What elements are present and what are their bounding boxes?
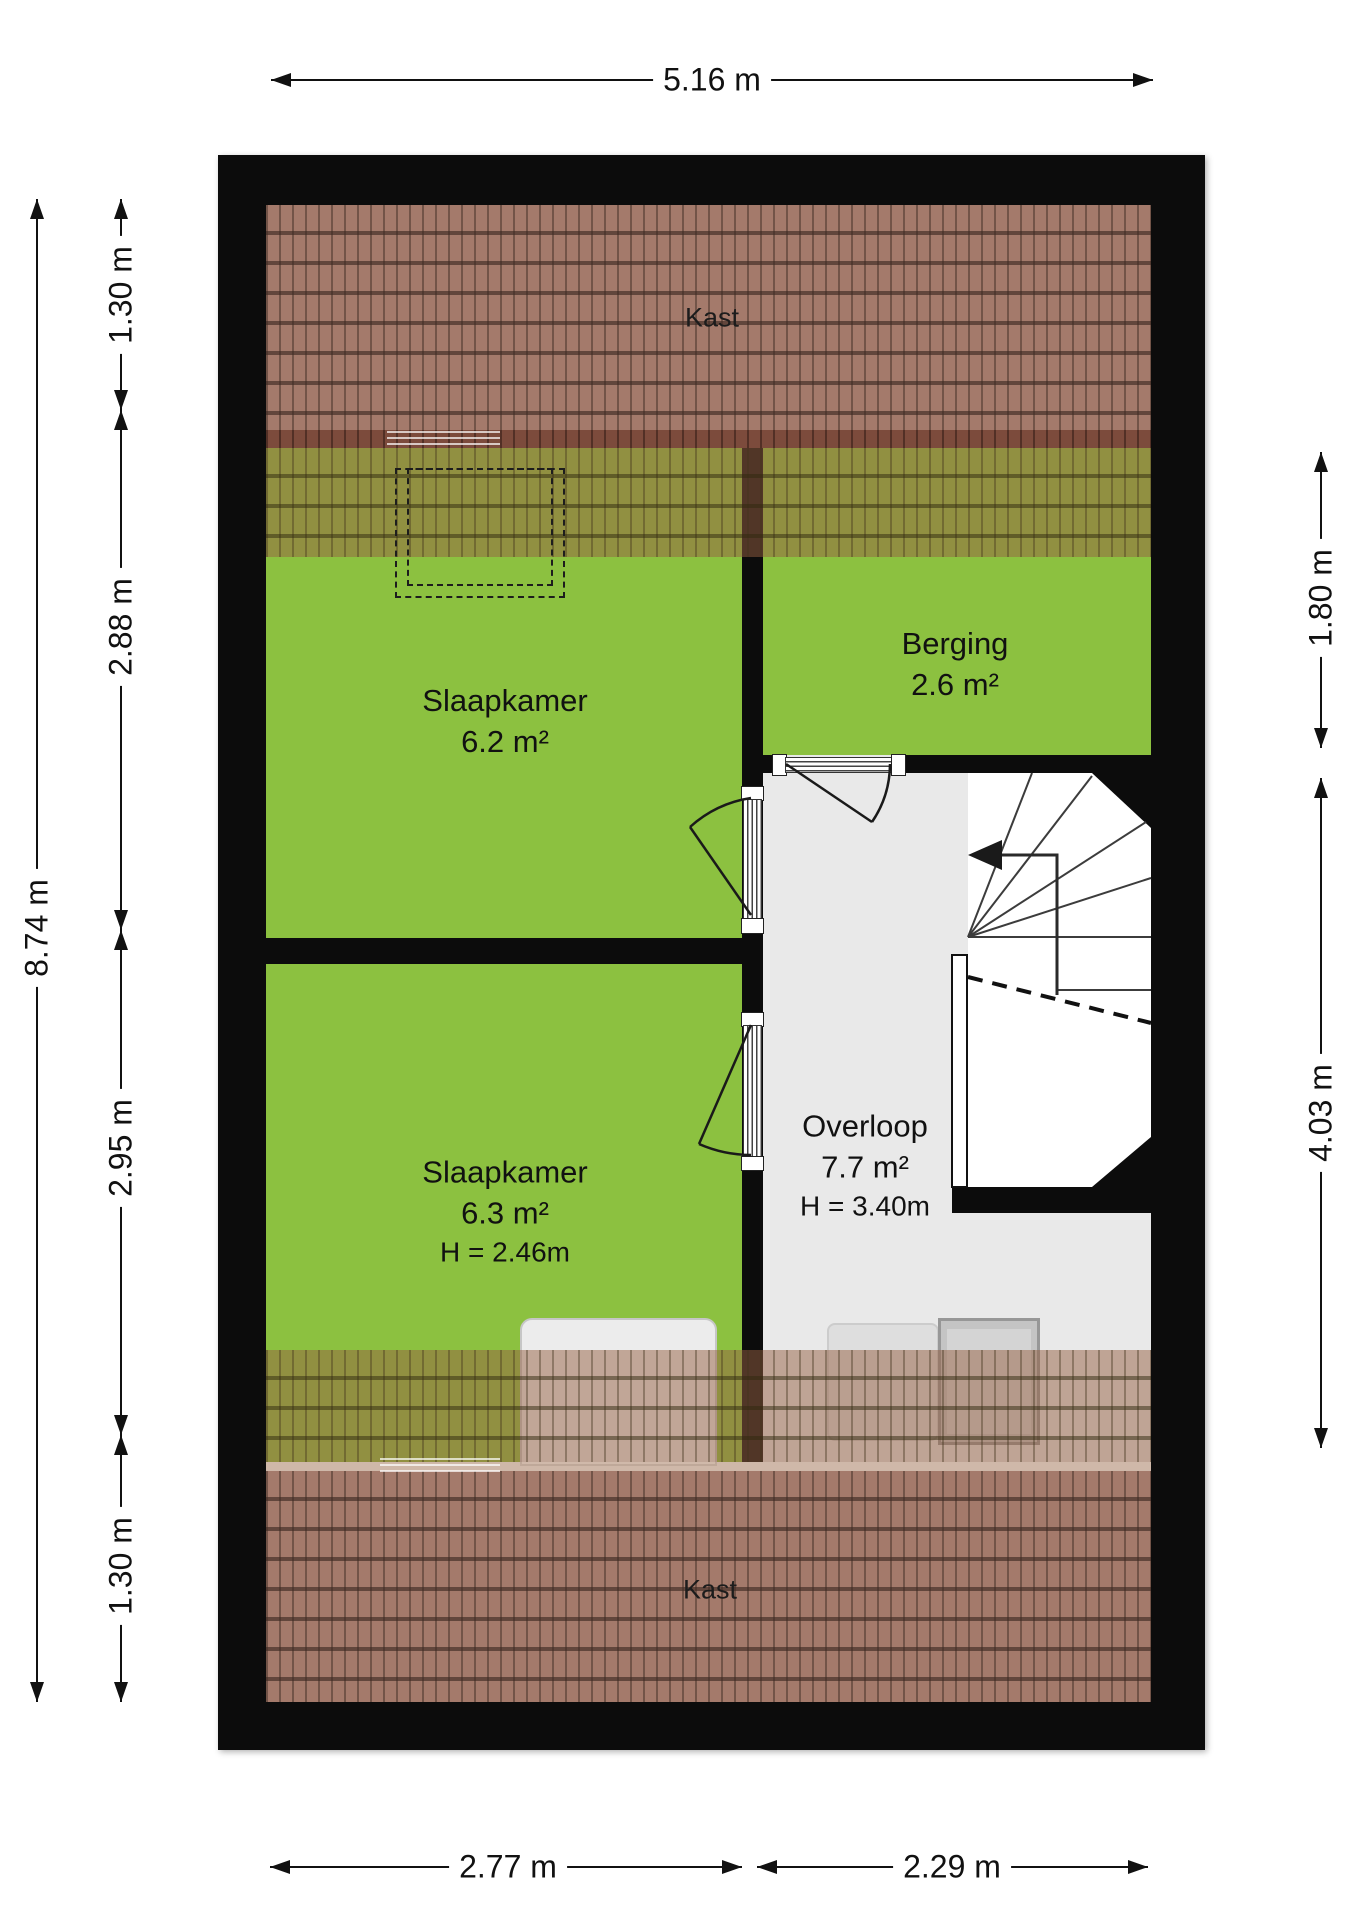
dim-bottom-1-arrow-right — [722, 1860, 742, 1874]
stair-railing — [952, 955, 967, 1187]
dim-top-arrow-right — [1133, 73, 1153, 87]
dim-right-2-label: 4.03 m — [1301, 1054, 1342, 1172]
label-kast-top: Kast — [684, 302, 740, 333]
room-area: 7.7 m² — [821, 1149, 909, 1185]
dim-left-1-label: 1.30 m — [101, 236, 142, 354]
dim-left-1-arrow-top — [114, 199, 128, 219]
dim-left-outer-label: 8.74 m — [17, 869, 58, 987]
dim-left-2-arrow-top — [114, 410, 128, 430]
door-berging-swing — [872, 764, 890, 822]
dim-left-2-arrow-bottom — [114, 910, 128, 930]
dim-bottom-2-label: 2.29 m — [893, 1847, 1011, 1888]
dim-left-2-label: 2.88 m — [101, 568, 142, 686]
wall-bevel-top-right — [1092, 773, 1151, 828]
room-name: Slaapkamer — [422, 1154, 588, 1190]
dim-left-4-arrow-bottom — [114, 1682, 128, 1702]
dim-left-3-label: 2.95 m — [101, 1089, 142, 1207]
dim-bottom-2-arrow-right — [1128, 1860, 1148, 1874]
label-berging — [902, 624, 1009, 706]
dim-left-3-arrow-top — [114, 930, 128, 950]
stair-treads — [968, 773, 1151, 990]
door-slaapkamer1-leaf — [690, 827, 751, 915]
label-kast-bottom: Kast — [682, 1574, 738, 1605]
dim-bottom-1-label: 2.77 m — [449, 1847, 567, 1888]
room-height: H = 2.46m — [440, 1236, 570, 1268]
label-overloop — [800, 1107, 930, 1226]
dim-left-outer-arrow-bottom — [30, 1682, 44, 1702]
dim-bottom-2-arrow-left — [757, 1860, 777, 1874]
door-berging-leaf — [786, 764, 872, 822]
room-name: Berging — [901, 626, 1009, 662]
label-slaapkamer-1 — [422, 681, 587, 763]
dim-left-1-arrow-bottom — [114, 390, 128, 410]
door-slaapkamer2-swing — [699, 1144, 751, 1155]
room-name: Slaapkamer — [422, 683, 588, 719]
room-area: 6.2 m² — [461, 724, 549, 759]
label-slaapkamer-2 — [422, 1153, 587, 1272]
dim-left-4-arrow-top — [114, 1435, 128, 1455]
dim-left-4-label: 1.30 m — [101, 1507, 142, 1625]
dim-left-outer-arrow-top — [30, 199, 44, 219]
dim-right-1-arrow-top — [1314, 452, 1328, 472]
door-slaapkamer1-swing — [690, 798, 751, 827]
stair-direction-arrow-icon — [968, 840, 1002, 870]
room-height: H = 3.40m — [800, 1190, 930, 1222]
wall-bevel-bottom-right — [1092, 1137, 1151, 1187]
dim-top-arrow-left — [271, 73, 291, 87]
dim-right-1-arrow-bottom — [1314, 728, 1328, 748]
dim-right-2-arrow-bottom — [1314, 1428, 1328, 1448]
room-name: Overloop — [802, 1108, 928, 1144]
room-area: 6.3 m² — [461, 1195, 549, 1231]
room-area: 2.6 m² — [911, 667, 999, 702]
stair-cut-line — [968, 977, 1151, 1023]
dim-left-3-arrow-bottom — [114, 1415, 128, 1435]
dim-bottom-1-arrow-left — [270, 1860, 290, 1874]
door-slaapkamer2-leaf — [699, 1025, 751, 1144]
dim-right-2-arrow-top — [1314, 778, 1328, 798]
dim-top-label: 5.16 m — [653, 60, 771, 101]
dim-right-1-label: 1.80 m — [1301, 539, 1342, 657]
